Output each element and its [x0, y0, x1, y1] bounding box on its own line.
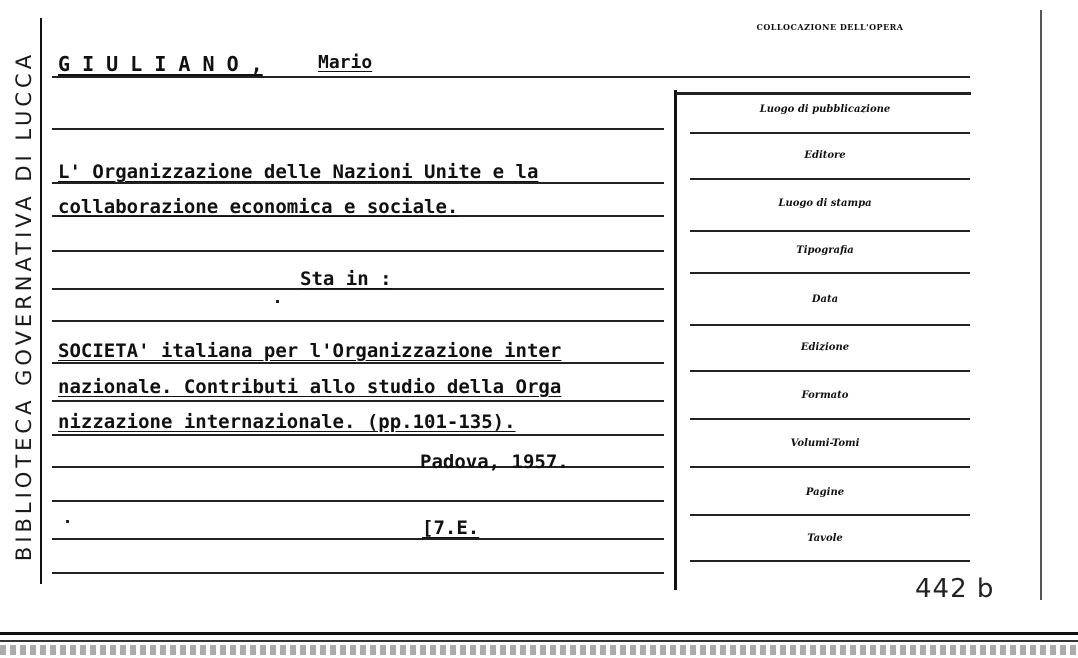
rule-right-10	[690, 560, 970, 562]
handwritten-number: 442 b	[915, 574, 995, 604]
label-luogo-stampa: Luogo di stampa	[778, 198, 872, 209]
rule-right-9	[690, 514, 970, 516]
rule-left-10	[52, 466, 664, 468]
rule-left-9	[52, 434, 664, 436]
place-year: Padova, 1957.	[420, 451, 569, 473]
author-surname: G I U L I A N O ,	[58, 52, 263, 76]
label-tipografia: Tipografia	[796, 245, 854, 256]
rule-left-13	[52, 572, 664, 574]
left-border	[40, 18, 42, 584]
label-luogo-pubblicazione: Luogo di pubblicazione	[759, 104, 891, 115]
label-tavole: Tavole	[807, 533, 843, 544]
source-line-1: SOCIETA' italiana per l'Organizzazione inter	[58, 340, 562, 362]
rule-right-5	[690, 324, 970, 326]
rule-left-11	[52, 500, 664, 502]
rule-author	[52, 76, 970, 78]
shelf-reference: [7.E.	[422, 517, 480, 539]
rule-right-7	[690, 418, 970, 420]
source-line-2: nazionale. Contributi allo studio della Orga	[58, 376, 562, 398]
rule-left-1	[52, 128, 664, 130]
column-divider	[674, 90, 677, 590]
label-pagine: Pagine	[805, 487, 845, 498]
collocation-header: COLLOCAZIONE DELL'OPERA	[756, 22, 904, 32]
right-column-top-rule	[676, 92, 971, 95]
source-line-3: nizzazione internazionale. (pp.101-135).	[58, 411, 516, 433]
library-side-label: BIBLIOTECA GOVERNATIVA DI LUCCA	[12, 50, 36, 562]
stray-dot-2	[66, 520, 69, 523]
card-bottom-edge	[0, 632, 1078, 635]
rule-right-2	[690, 178, 970, 180]
rule-right-8	[690, 466, 970, 468]
label-edizione: Edizione	[800, 342, 850, 353]
stray-dot-1	[276, 300, 279, 303]
sta-in: Sta in :	[300, 268, 392, 290]
title-line-2: collaborazione economica e sociale.	[58, 196, 459, 218]
scan-noise-strip	[0, 645, 1078, 655]
right-border	[1040, 10, 1042, 600]
label-data: Data	[811, 294, 839, 305]
rule-left-8	[52, 400, 664, 402]
rule-right-6	[690, 370, 970, 372]
rule-left-7	[52, 362, 664, 364]
label-editore: Editore	[804, 150, 846, 161]
rule-right-4	[690, 272, 970, 274]
label-formato: Formato	[801, 390, 849, 401]
label-volumi-tomi: Volumi-Tomi	[790, 438, 860, 449]
card-bottom-edge-2	[0, 640, 1078, 642]
rule-left-6	[52, 320, 664, 322]
rule-left-12	[52, 538, 664, 540]
rule-right-3	[690, 230, 970, 232]
rule-left-4	[52, 250, 664, 252]
author-name: Mario	[318, 52, 373, 73]
rule-right-1	[690, 132, 970, 134]
title-line-1: L' Organizzazione delle Nazioni Unite e la	[58, 161, 539, 183]
